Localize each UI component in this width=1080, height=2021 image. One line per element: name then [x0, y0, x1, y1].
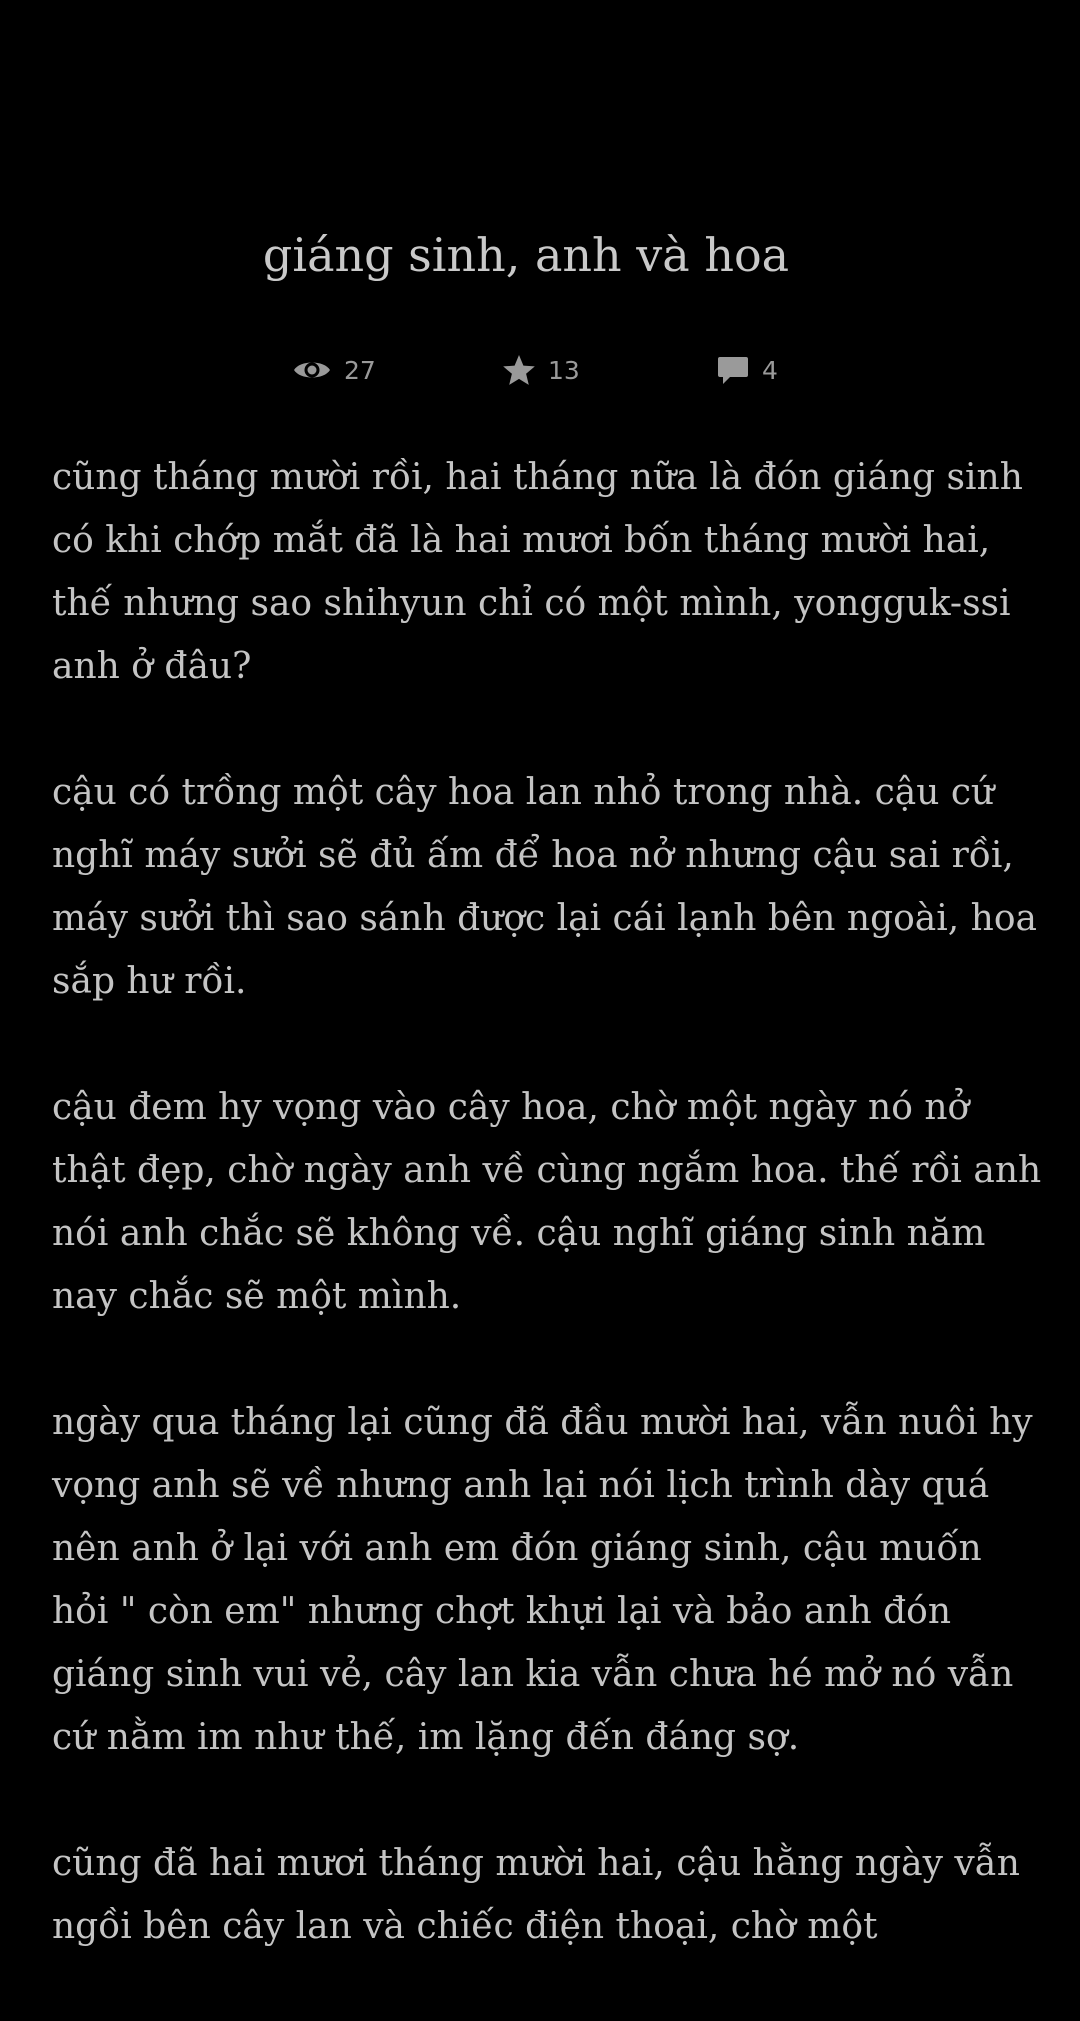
votes-count: 13: [548, 355, 580, 385]
comments-stat: [716, 350, 778, 390]
story-paragraph: cũng đã hai mươi tháng mười hai, cậu hằng ngày vẫn ngồi bên cây lan và chiếc điện thoại, chờ một: [52, 1843, 1020, 1947]
story-content: [52, 446, 1042, 2021]
comment-icon: [716, 353, 750, 387]
eye-icon: [292, 356, 332, 384]
story-paragraph: cũng tháng mười rồi, hai tháng nữa là đón giáng sinh có khi chớp mắt đã là hai mươi bốn tháng mười hai, thế nhưng sao shihyun chỉ có một mình, yongguk-ssi anh ở đâu?: [52, 457, 1023, 687]
story-paragraph: cậu có trồng một cây hoa lan nhỏ trong nhà. cậu cứ nghĩ máy sưởi sẽ đủ ấm để hoa nở nhưng cậu sai rồi, máy sưởi thì sao sánh được lại cái lạnh bên ngoài, hoa sắp hư rồi.: [52, 772, 1037, 1002]
views-stat: [292, 350, 376, 390]
story-title: giáng sinh, anh và hoa: [262, 228, 790, 282]
views-count: 27: [344, 355, 376, 385]
votes-stat: [502, 350, 580, 390]
story-stats: [0, 350, 1080, 390]
story-paragraph: cậu đem hy vọng vào cây hoa, chờ một ngày nó nở thật đẹp, chờ ngày anh về cùng ngắm hoa. thế rồi anh nói anh chắc sẽ không về. cậu nghĩ giáng sinh năm nay chắc sẽ một mình.: [52, 1087, 1042, 1317]
star-icon: [502, 353, 536, 387]
comments-count: 4: [762, 355, 778, 385]
story-paragraph: ngày qua tháng lại cũng đã đầu mười hai, vẫn nuôi hy vọng anh sẽ về nhưng anh lại nói lịch trình dày quá nên anh ở lại với anh em đón giáng sinh, cậu muốn hỏi " còn em" nhưng chợt khựi lại và bảo anh đón giáng sinh vui vẻ, cây lan kia vẫn chưa hé mở nó vẫn cứ nằm im như thế, im lặng đến đáng sợ.: [52, 1402, 1033, 1758]
